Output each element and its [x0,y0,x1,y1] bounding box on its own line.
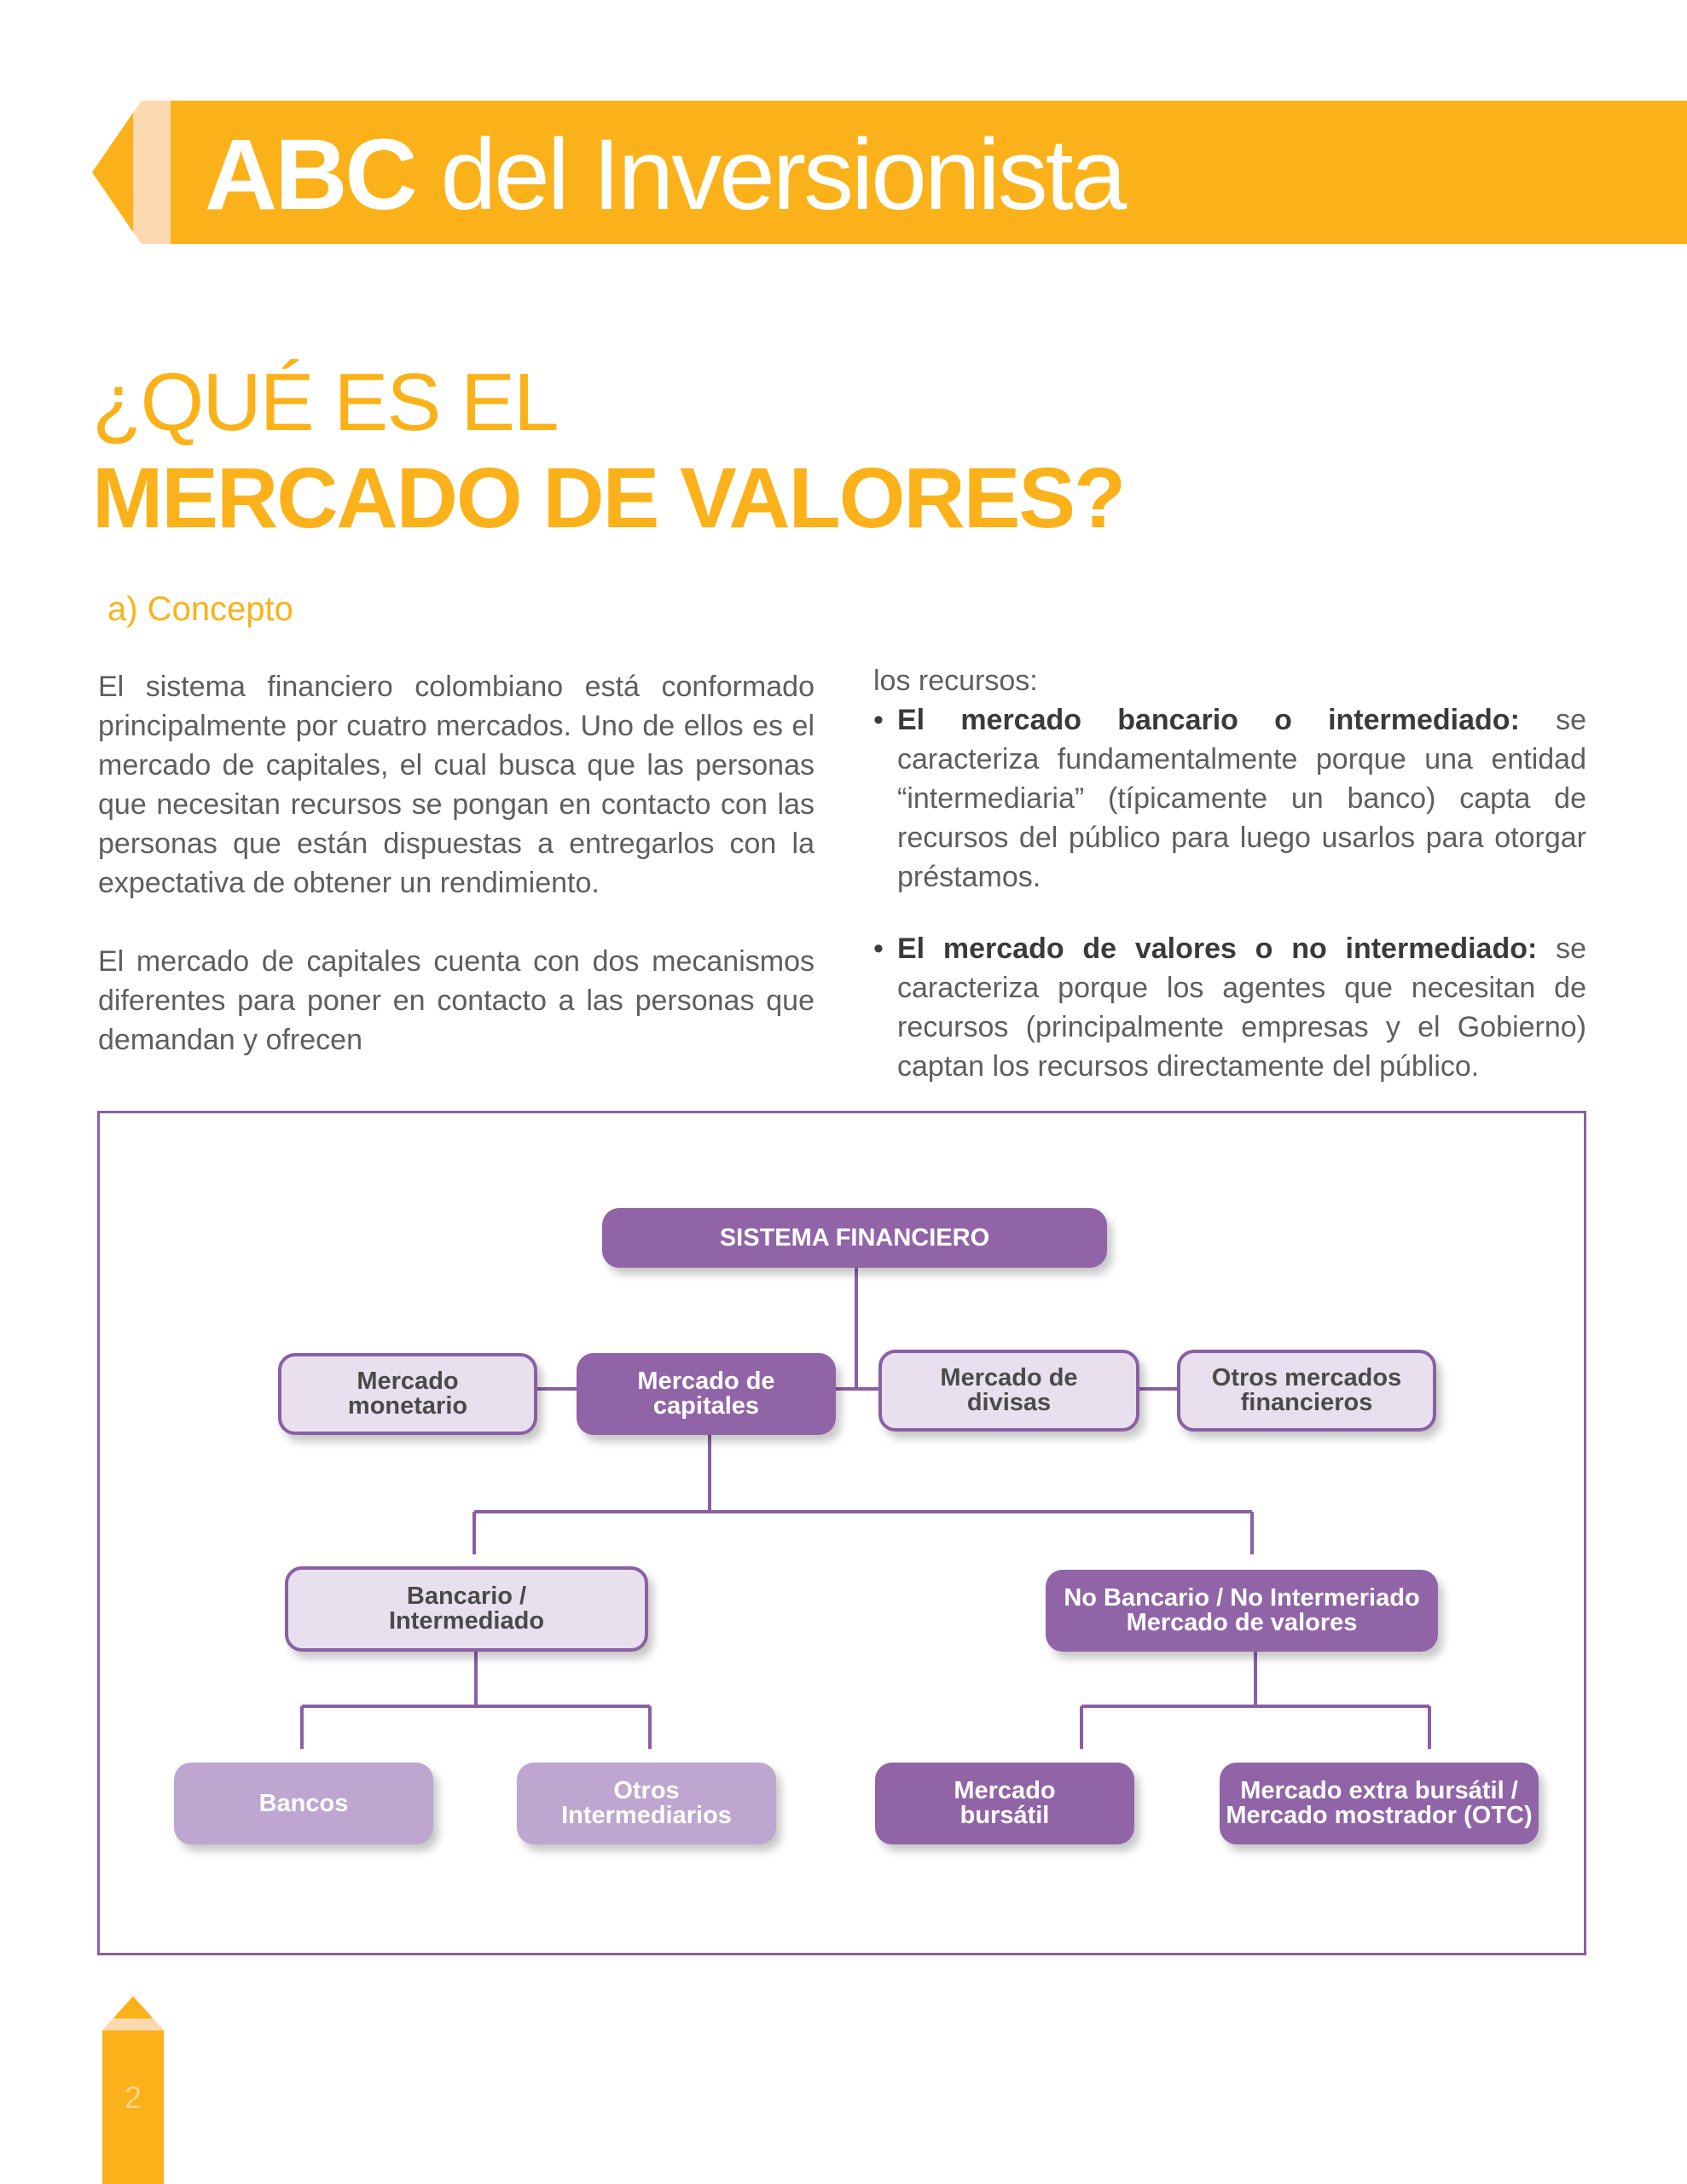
node-label-line: Otros mercados [1211,1364,1402,1391]
node-otros-mercados [1177,1350,1436,1432]
node-label-line: Mercado de [940,1364,1078,1391]
node-label-line: divisas [966,1389,1052,1416]
node-label-line: Intermediarios [561,1802,732,1829]
node-otros-intermediarios [517,1763,776,1844]
node-label-line: monetario [347,1392,468,1420]
section-subheading: a) Concepto [107,590,293,628]
node-label: SISTEMA FINANCIERO [719,1223,990,1252]
bullet-title: El mercado bancario o intermediado: [897,704,1520,736]
node-label-line: Mercado extra bursátil / [1240,1777,1518,1804]
bullet-title: El mercado de valores o no intermediado: [897,932,1538,965]
node-no-bancario [1046,1570,1438,1652]
paragraph-1: El sistema financiero colombiano está conformado principalmente por cuatro mercados. Uno de ellos es el mercado de capitales, el cual busca que las personas que necesitan recursos se pongan en contacto con las personas que están dispuestas a entregarlos con la expectativa de obtener un rendimiento. [98,671,815,899]
header-title-light: del Inversionista [440,119,1125,231]
page-heading-line1: ¿QUÉ ES EL [92,357,558,448]
page-heading-line2: MERCADO DE VALORES? [92,450,1125,546]
node-mercado-divisas [878,1350,1139,1432]
node-label-line: financieros [1240,1389,1373,1416]
paragraph-2: El mercado de capitales cuenta con dos mecanismos diferentes para poner en contacto a las personas que demandan y ofrecen [98,945,815,1056]
header-title-bold: ABC [205,119,415,231]
node-label-line: Bancario / [406,1583,527,1610]
node-label-line: Bancos [258,1789,349,1817]
node-label-line: Otros [613,1777,680,1804]
node-label-line: Mercado de [637,1368,775,1395]
bullet-text: se caracteriza porque los agentes que necesitan de recursos (principalmente empresas y el Gobierno) captan los recursos directamente del público. [897,932,1587,1083]
node-label-line: No Bancario / No Intermeriado [1064,1584,1420,1612]
node-mercado-monetario [278,1353,537,1435]
paragraph-continuation: los recursos: [873,665,1038,697]
node-label-line: Mercado [357,1368,459,1395]
bullet-icon: • [873,704,884,736]
node-mercado-capitales [577,1353,836,1435]
node-label-line: capitales [652,1392,760,1420]
page-number: 2 [124,2080,142,2115]
node-label-line: bursátil [959,1802,1050,1829]
bullet-icon: • [873,932,884,965]
bullet-text: se caracteriza fundamentalmente porque una entidad “intermediaria” (típicamente un banco) capta de recursos del público para luego usarlos para otorgar préstamos. [897,704,1587,893]
node-sistema-financiero [602,1208,1107,1268]
node-mercado-extra-bursatil [1220,1763,1539,1844]
node-label-line: Mercado de valores [1126,1609,1358,1636]
node-bancario-intermediado [285,1566,648,1652]
node-label-line: Intermediado [388,1607,545,1635]
node-mercado-bursatil [875,1763,1134,1844]
node-label-line: Mercado [954,1777,1056,1804]
node-bancos [174,1763,433,1844]
node-label-line: Mercado mostrador (OTC) [1226,1802,1533,1829]
